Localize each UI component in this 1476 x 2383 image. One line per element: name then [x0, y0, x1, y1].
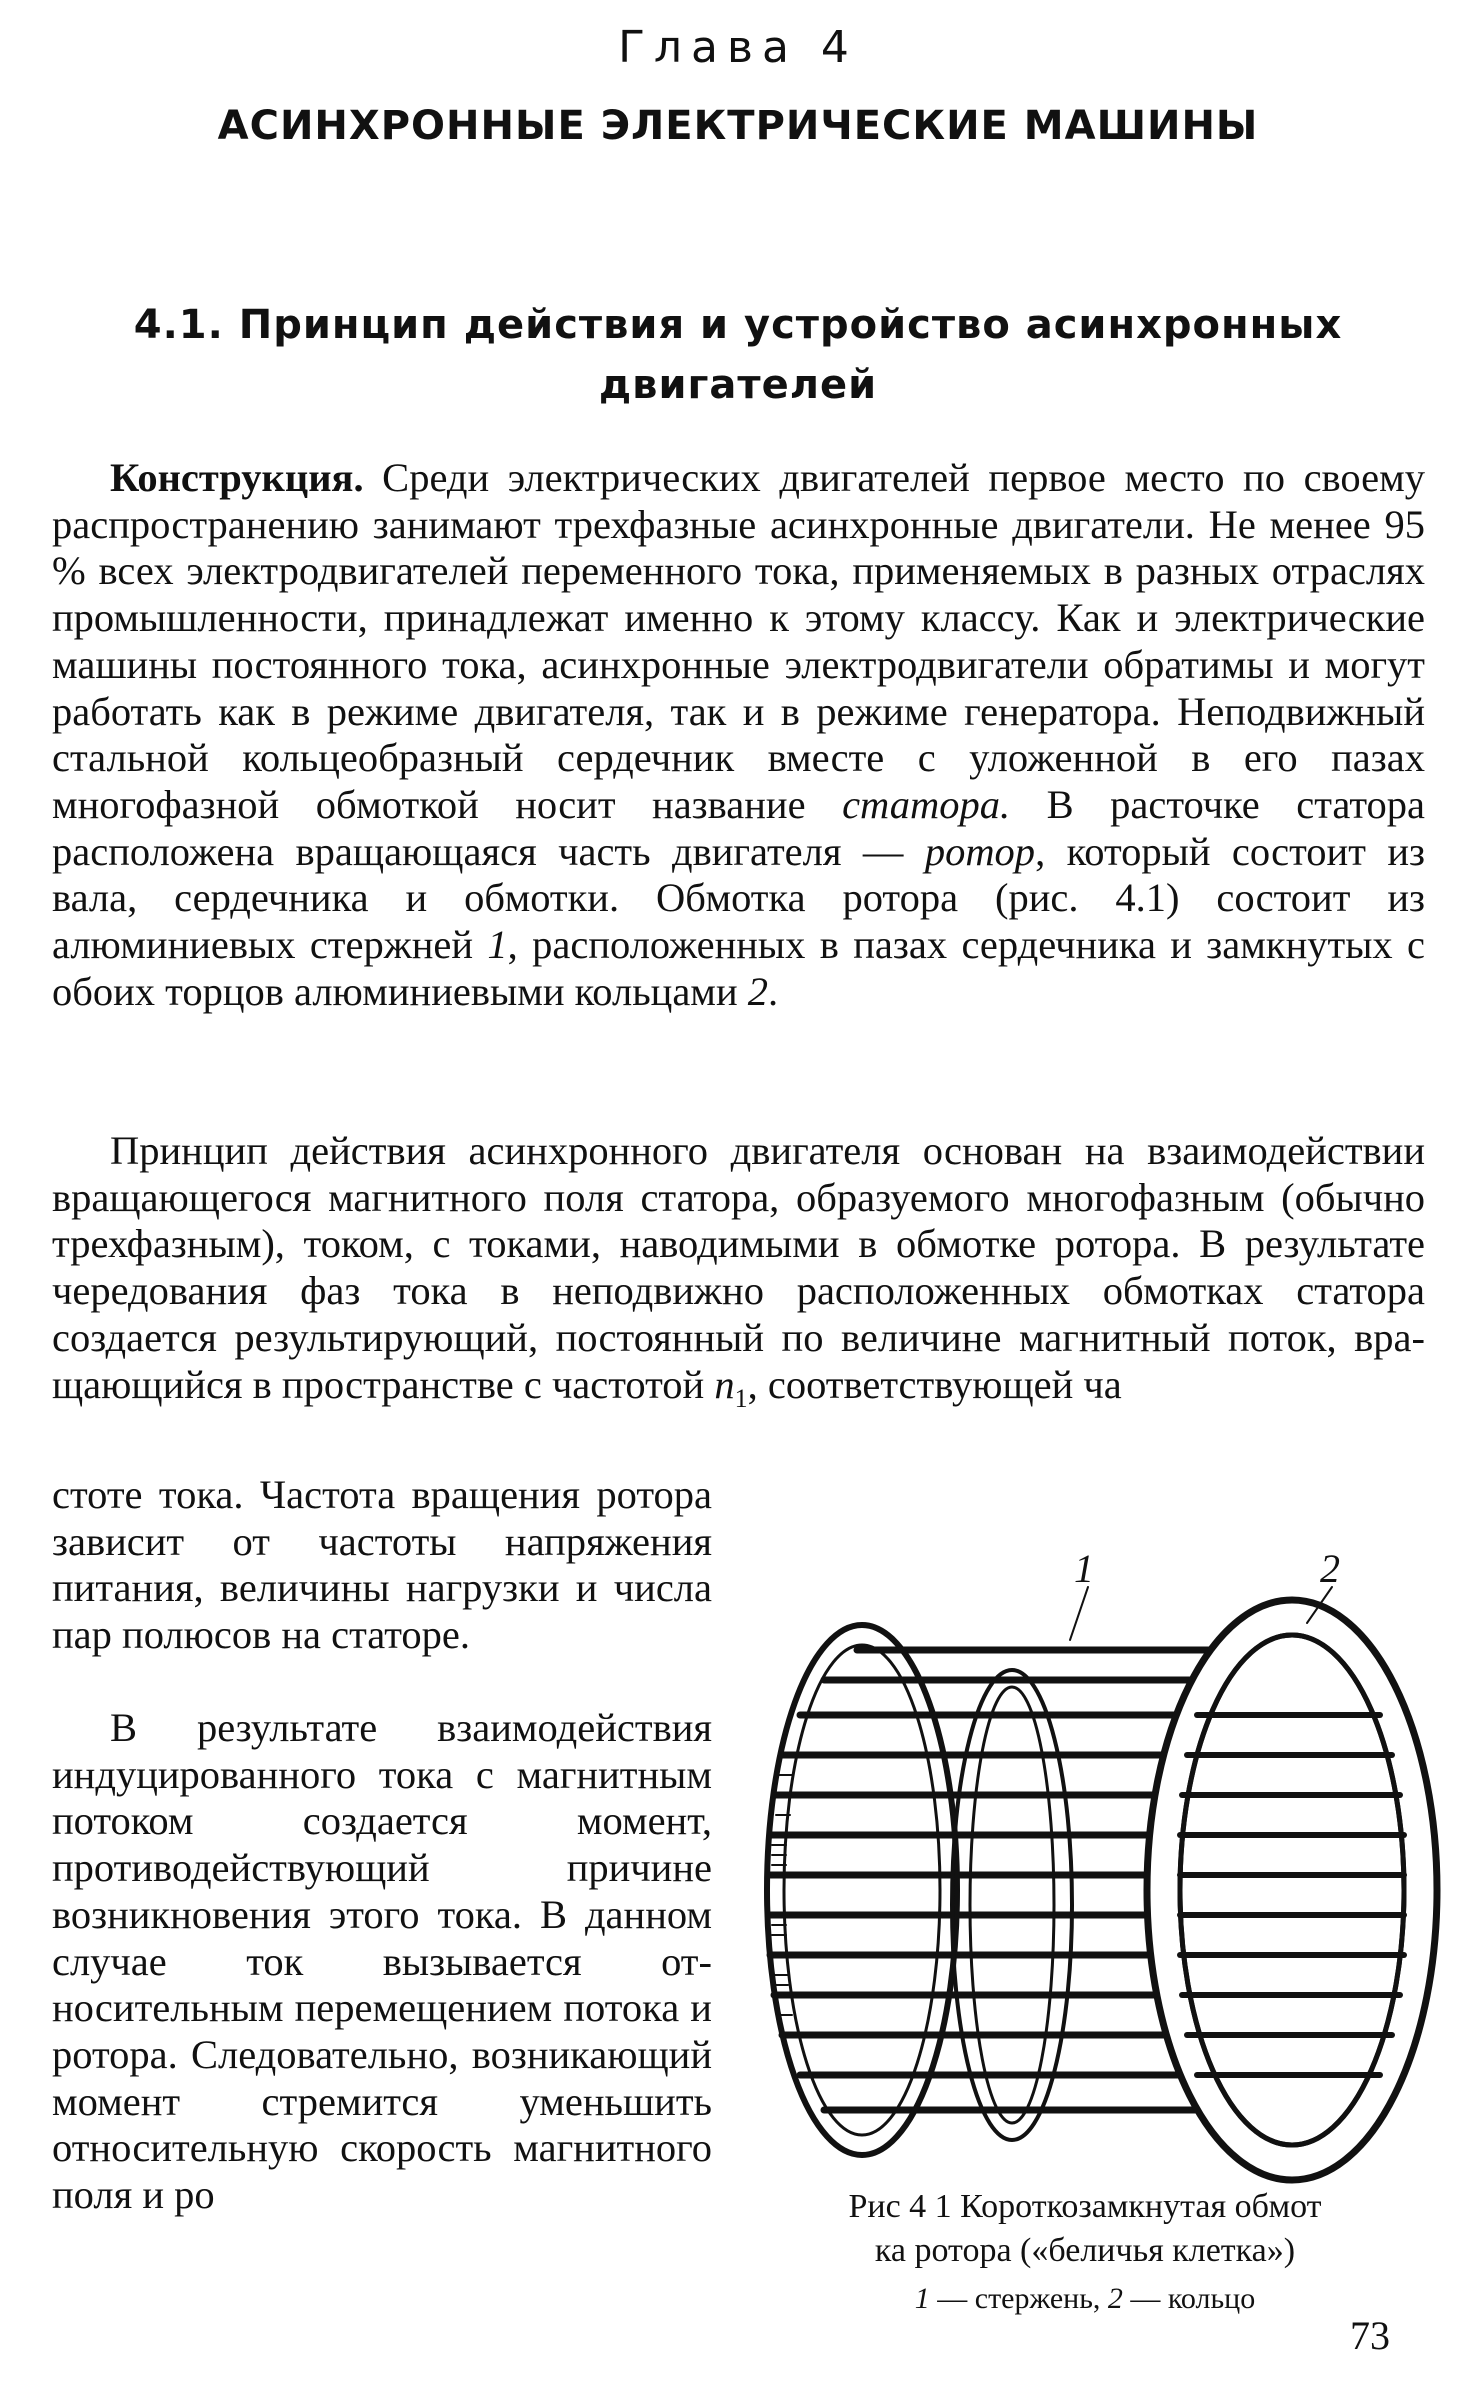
section-title-line-1: 4.1. Принцип действия и устройство асинхронных: [133, 302, 1343, 348]
paragraph-principle-continued: стоте тока. Частота вращения ротора зависит от частоты напряжения питания, величины нагрузки и числа пар полюсов на статоре.: [52, 1472, 712, 1658]
text-run: .: [768, 968, 779, 1014]
legend-text-2: — кольцо: [1122, 2282, 1256, 2315]
figure-legend: [740, 2282, 1430, 2316]
paragraph-principle: [52, 1128, 1425, 1422]
symbol-n: n: [714, 1361, 735, 1407]
section-title-line-2: двигателей: [598, 362, 878, 408]
legend-num-2: 2: [1107, 2282, 1123, 2315]
chapter-title: АСИНХРОННЫЕ ЭЛЕКТРИЧЕСКИЕ МАШИНЫ: [217, 103, 1259, 149]
paragraph-torque: В результате взаимодействия индуцированного тока с магнитным потоком создается момент, противодействующий причине возникновения этого тока. В данном случае ток вызывается относительным перемещением потока и ротора. Следовательно, возникающий момент стремится уменьшить относительную скорость магнитного поля и ро: [52, 1705, 712, 2218]
leader-line-1: [1070, 1587, 1088, 1640]
symbol-subscript: 1: [734, 1383, 748, 1413]
figure-caption-line-1: Рис 4 1 Короткозамкнутая обмот: [848, 2188, 1322, 2225]
page-number: 73: [1350, 2313, 1390, 2358]
squirrel-cage-illustration: [752, 1545, 1442, 2185]
figure-label-bar: 1: [1074, 1546, 1094, 1591]
text-run: Принцип действия асинхронного двигателя основан на взаимодействии вращающегося магнитного поля статора, образуемого многофазным (обычно трехфазным), током, с токами, наводимыми в обмотке ротора. В результате чередования фаз тока в неподвижно расположенных обмотках статора создается результирующий, постоянный по величине магнитный поток, вращающийся в пространстве с частотой: [52, 1128, 1425, 1407]
figure-caption: [740, 2185, 1430, 2273]
figure-squirrel-cage-rotor: [752, 1545, 1442, 2185]
chapter-label: Глава 4: [618, 22, 858, 73]
text-run: , соответствующей ча: [747, 1361, 1122, 1407]
paragraph-construction: [52, 455, 1425, 1015]
text-run: Среди электрических двигателей первое место по своему распространению занимают трехфазные асинхронные двигатели. Не менее 95 % всех электродвигателей переменного тока, применяемых в разных отраслях промышленности, принадлежат именно к этому классу. Как и электрические машины постоянного тока, асинхронные электродвигатели обратимы и могут работать как в режиме двигателя, так и в режиме генератора. Неподвижный стальной кольцеобразный сердечник вместе с уложенной в его пазах многофазной обмоткой носит название: [52, 455, 1425, 827]
section-title: [100, 295, 1376, 415]
term-rotor: ротор: [924, 828, 1036, 874]
ref-ring: 2: [747, 968, 768, 1014]
text-run: , расположенных в пазах сердечника и замкнутых с обоих торцов алюминиевыми кольцами: [52, 922, 1425, 1014]
left-end-ring-outer: [767, 1625, 957, 2155]
legend-num-1: 1: [914, 2282, 930, 2315]
figure-label-ring: 2: [1320, 1546, 1340, 1591]
term-stator: статора.: [842, 781, 1011, 827]
text-run: , который состоит из вала, сердечника и обмотки. Обмотка ротора (рис. 4.1) состоит из алюминиевых стержней: [52, 828, 1425, 968]
legend-text-1: — стержень,: [929, 2282, 1108, 2315]
text-run: В расточке статора расположена вращающаяся часть двигателя —: [52, 781, 1425, 874]
paragraph-lead-term: Конструкция.: [110, 455, 364, 500]
ref-bar: 1: [487, 922, 508, 968]
figure-caption-line-2: ка ротора («беличья клетка»): [874, 2232, 1296, 2269]
